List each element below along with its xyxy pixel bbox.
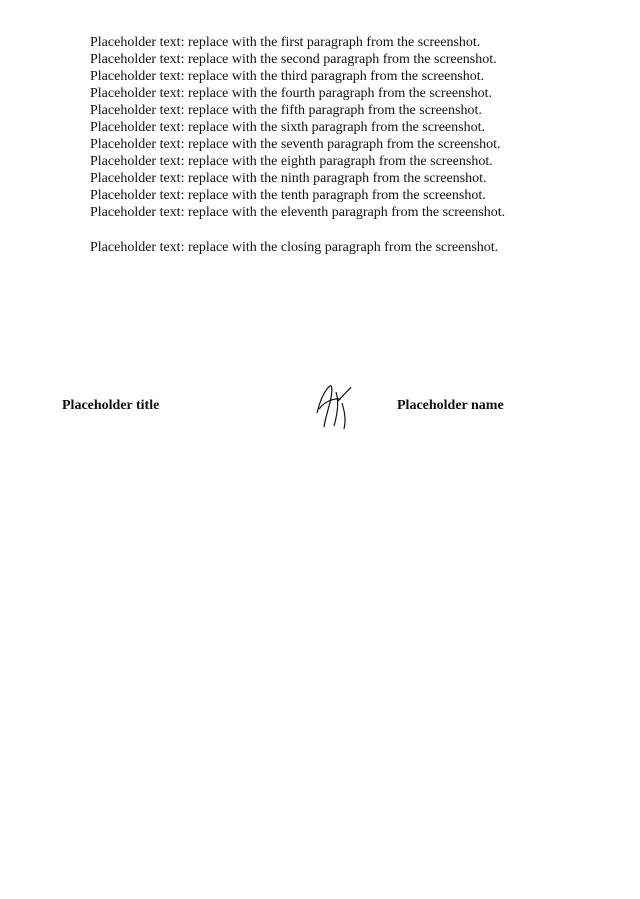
document-paragraph: Placeholder text: replace with the second paragraph from the screenshot.: [90, 52, 497, 67]
signature-name: Placeholder name: [397, 398, 504, 413]
document-paragraph: Placeholder text: replace with the third paragraph from the screenshot.: [90, 69, 485, 84]
document-paragraph: Placeholder text: replace with the fifth paragraph from the screenshot.: [90, 103, 482, 118]
signature-block: [62, 378, 592, 438]
handwritten-signature: [307, 378, 357, 430]
document-paragraph: Placeholder text: replace with the eleventh paragraph from the screenshot.: [90, 205, 506, 220]
signature-title: Placeholder title: [62, 398, 160, 413]
document-paragraph: Placeholder text: replace with the fourth paragraph from the screenshot.: [90, 86, 492, 101]
document-paragraph: Placeholder text: replace with the tenth paragraph from the screenshot.: [90, 188, 486, 203]
document-body: [62, 34, 592, 256]
document-paragraph: Placeholder text: replace with the ninth paragraph from the screenshot.: [90, 171, 487, 186]
document-paragraph: Placeholder text: replace with the eighth paragraph from the screenshot.: [90, 154, 493, 169]
document-paragraph: Placeholder text: replace with the seventh paragraph from the screenshot.: [90, 137, 501, 152]
paragraph-gap: [62, 221, 592, 239]
document-paragraph: Placeholder text: replace with the sixth paragraph from the screenshot.: [90, 120, 485, 135]
closing-paragraph: Placeholder text: replace with the closing paragraph from the screenshot.: [90, 240, 499, 255]
document-paragraph: Placeholder text: replace with the first paragraph from the screenshot.: [90, 35, 481, 50]
